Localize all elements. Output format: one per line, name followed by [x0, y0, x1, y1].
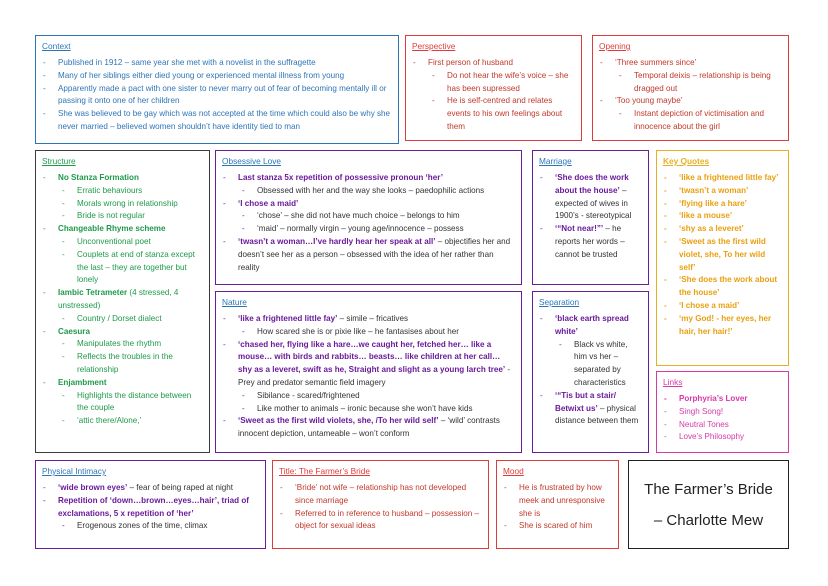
list-item: - Apparently made a pact with one sister to never marry out of fear of becoming mentally ill or passing it onto one of her children: [42, 83, 392, 109]
list-item: [222, 390, 515, 403]
list-item: - ‘Too young maybe’: [599, 95, 782, 108]
key-phrase: Repetition of ‘down…brown…eyes…hair’, triad of exclamations, 5 x repetition of ‘her’: [58, 495, 249, 518]
feature-name: Iambic Tetrameter: [58, 288, 128, 298]
key-quote: - ‘Sweet as the first wild violet, she, To her wild self’: [663, 236, 782, 274]
list-item: [222, 185, 515, 198]
feature-note: Erratic behaviours: [77, 185, 143, 195]
list-item: - Many of her siblings either died young or experienced mental illness from young: [42, 70, 392, 83]
physical-intimacy-list: [42, 482, 259, 533]
feature-note: Morals wrong in relationship: [77, 198, 178, 208]
nature-list: [222, 313, 515, 441]
list-item: [222, 313, 515, 326]
list-item: - She is scared of him: [503, 520, 612, 533]
opening-box: [592, 35, 789, 141]
description: – he reports her words – cannot be trusted: [555, 224, 625, 259]
list-item: [42, 495, 259, 521]
key-quotes-title: Key Quotes: [663, 156, 710, 166]
list-item: [42, 287, 203, 313]
list-item: [42, 210, 203, 223]
list-item: - He is self-centred and relates events to his own feelings about them: [412, 95, 575, 133]
list-item: [42, 482, 259, 495]
list-item: [42, 313, 203, 326]
separation-title: Separation: [539, 297, 580, 307]
list-item: - Instant depiction of victimisation and innocence about the girl: [599, 108, 782, 134]
key-quote: - ‘flying like a hare’: [663, 198, 782, 211]
feature-note: Reflects the troubles in the relationship: [77, 352, 173, 374]
list-item: - Temporal deixis – relationship is being dragged out: [599, 70, 782, 96]
obsessive-love-box: [215, 150, 522, 285]
key-phrase: Last stanza 5x repetition of possessive pronoun ‘her’: [238, 173, 443, 182]
obsessive-love-list: [222, 172, 515, 274]
key-quote: - ‘my God! - her eyes, her hair, her hair!’: [663, 313, 782, 339]
key-phrase: ‘Sweet as the first wild violets, she, /To her wild self’: [238, 416, 439, 426]
link-item: - Love’s Philosophy: [663, 431, 782, 444]
links-box: [656, 371, 789, 453]
mood-list: [503, 482, 612, 533]
list-item: [42, 326, 203, 339]
mood-box: [496, 460, 619, 549]
key-phrase: ‘like a frightened little fay’: [238, 314, 338, 323]
description: Erogenous zones of the time, climax: [77, 521, 208, 531]
description: Sibilance - scared/frightened: [257, 390, 360, 400]
key-quotes-list: [663, 172, 782, 338]
description: ‘maid’ – normally virgin – young age/innocence – possess: [257, 224, 464, 234]
list-item: - He is frustrated by how meek and unresponsive she is: [503, 482, 612, 520]
key-quote: - ‘I chose a maid’: [663, 300, 782, 313]
key-phrase: ‘“Tis but a stair/ Betwixt us’: [555, 390, 617, 413]
list-item: [42, 338, 203, 351]
list-item: [42, 415, 203, 428]
list-item: [222, 210, 515, 223]
key-phrase: ‘chased her, flying like a hare…we caught her, fetched her… like a mouse… with birds and rabbits… beasts… like children at her call… shy as a leveret, swift as he, Straight and slight as a young larch tree’: [238, 339, 506, 375]
list-item: - She was believed to be gay which was not accepted at the time which could also be why she never married – believed women shouldn’t have identity tied to man: [42, 108, 392, 134]
opening-list: [599, 57, 782, 134]
list-item: [539, 172, 642, 223]
separation-list: [539, 313, 642, 428]
perspective-title: Perspective: [412, 41, 456, 51]
context-title: Context: [42, 41, 71, 51]
list-item: [42, 185, 203, 198]
key-quote: - ‘like a mouse’: [663, 210, 782, 223]
links-list: [663, 393, 782, 444]
description: How scared she is or pixie like – he fantasises about her: [257, 326, 459, 336]
context-box: [35, 35, 399, 144]
link-item: - Singh Song!: [663, 406, 782, 419]
list-item: [222, 403, 515, 416]
perspective-box: [405, 35, 582, 141]
list-item: [42, 249, 203, 287]
list-item: [222, 172, 515, 185]
structure-box: [35, 150, 210, 453]
list-item: [222, 223, 515, 236]
title-analysis-title: Title: The Farmer’s Bride: [279, 466, 370, 476]
list-item: [222, 236, 515, 274]
physical-intimacy-title: Physical Intimacy: [42, 466, 107, 476]
list-item: [42, 172, 203, 185]
list-item: - Do not hear the wife’s voice – she has been supressed: [412, 70, 575, 96]
list-item: [539, 390, 642, 428]
feature-note: Manipulates the rhythm: [77, 339, 162, 349]
poem-author: – Charlotte Mew: [653, 511, 764, 529]
list-item: - ‘Three summers since’: [599, 57, 782, 70]
description: – objectifies her and doesn’t see her as a person – obsessed with the idea of her rather than reality: [238, 236, 511, 272]
structure-title: Structure: [42, 156, 76, 166]
opening-title: Opening: [599, 41, 631, 51]
list-item: [42, 223, 203, 236]
list-item: - Published in 1912 – same year she met with a novelist in the suffragette: [42, 57, 392, 70]
poem-title: The Farmer’s Bride: [644, 480, 773, 498]
description: – physical distance between them: [555, 403, 639, 426]
key-quote: - ‘She does the work about the house’: [663, 274, 782, 300]
key-phrase: ‘She does the work about the house’: [555, 173, 629, 195]
marriage-box: [532, 150, 649, 285]
marriage-title: Marriage: [539, 156, 572, 166]
feature-note: Bride is not regular: [77, 211, 145, 221]
list-item: [222, 415, 515, 441]
key-quote: - ‘twasn’t a woman’: [663, 185, 782, 198]
key-phrase: ‘black earth spread white’: [555, 314, 629, 336]
feature-name: Changeable Rhyme scheme: [58, 224, 166, 234]
perspective-list: [412, 57, 575, 134]
list-item: [42, 351, 203, 377]
title-analysis-list: [279, 482, 482, 533]
key-phrase: ‘wide brown eyes’: [58, 483, 128, 492]
feature-note: Unconventional poet: [77, 236, 151, 246]
description: – simile – fricatives: [337, 314, 409, 323]
list-item: - Referred to in reference to husband – possession – object for sexual ideas: [279, 508, 482, 534]
feature-name: No Stanza Formation: [58, 173, 139, 182]
title-analysis-box: [272, 460, 489, 549]
description: – fear of being raped at night: [127, 483, 234, 492]
poem-heading-box: [628, 460, 789, 549]
list-item: [539, 223, 642, 261]
list-item: [42, 390, 203, 416]
structure-list: [42, 172, 203, 428]
description: – expected of wives in 1900’s - stereotypical: [555, 185, 632, 221]
link-item: - Porphyria’s Lover: [663, 393, 782, 406]
key-phrase: ‘“Not near!”’: [555, 224, 604, 234]
list-item: [42, 198, 203, 211]
link-item: - Neutral Tones: [663, 419, 782, 432]
description: – ‘wild’ contrasts innocent depiction, untameable – won’t conform: [238, 416, 500, 439]
list-item: [42, 520, 259, 533]
list-item: [539, 313, 642, 339]
feature-note: ‘attic there/Alone,’: [77, 416, 142, 426]
list-item: - ‘Bride’ not wife – relationship has not developed since marriage: [279, 482, 482, 508]
separation-box: [532, 291, 649, 453]
description: Black vs white, him vs her – separated by characteristics: [574, 339, 628, 387]
physical-intimacy-box: [35, 460, 266, 549]
feature-name: Caesura: [58, 326, 90, 336]
list-item: [539, 339, 642, 390]
key-phrase: ‘I chose a maid’: [238, 198, 299, 208]
list-item: [222, 326, 515, 339]
description: - Prey and predator semantic field imagery: [238, 365, 511, 387]
feature-note: Highlights the distance between the couple: [77, 390, 192, 413]
description: Obsessed with her and the way she looks – paedophilic actions: [257, 185, 485, 195]
list-item: - First person of husband: [412, 57, 575, 70]
key-quote: - ‘like a frightened little fay’: [663, 172, 782, 185]
marriage-list: [539, 172, 642, 262]
list-item: [222, 339, 515, 390]
nature-title: Nature: [222, 297, 247, 307]
key-quotes-box: [656, 150, 789, 366]
description: Like mother to animals – ironic because she won’t have kids: [257, 403, 473, 413]
list-item: [42, 377, 203, 390]
nature-box: [215, 291, 522, 453]
links-title: Links: [663, 377, 683, 387]
feature-name: Enjambment: [58, 377, 107, 387]
obsessive-love-title: Obsessive Love: [222, 156, 282, 166]
description: ‘chose’ – she did not have much choice – belongs to him: [257, 211, 460, 221]
list-item: [42, 236, 203, 249]
key-quote: - ‘shy as a leveret’: [663, 223, 782, 236]
feature-note: Country / Dorset dialect: [77, 313, 162, 323]
feature-detail: (4 stressed, 4 unstressed): [58, 288, 179, 310]
key-phrase: ‘twasn’t a woman…I’ve hardly hear her speak at all’: [238, 236, 436, 246]
context-list: [42, 57, 392, 134]
list-item: [222, 198, 515, 211]
feature-note: Couplets at end of stanza except the last – they are together but lonely: [77, 249, 195, 285]
mood-title: Mood: [503, 466, 524, 476]
